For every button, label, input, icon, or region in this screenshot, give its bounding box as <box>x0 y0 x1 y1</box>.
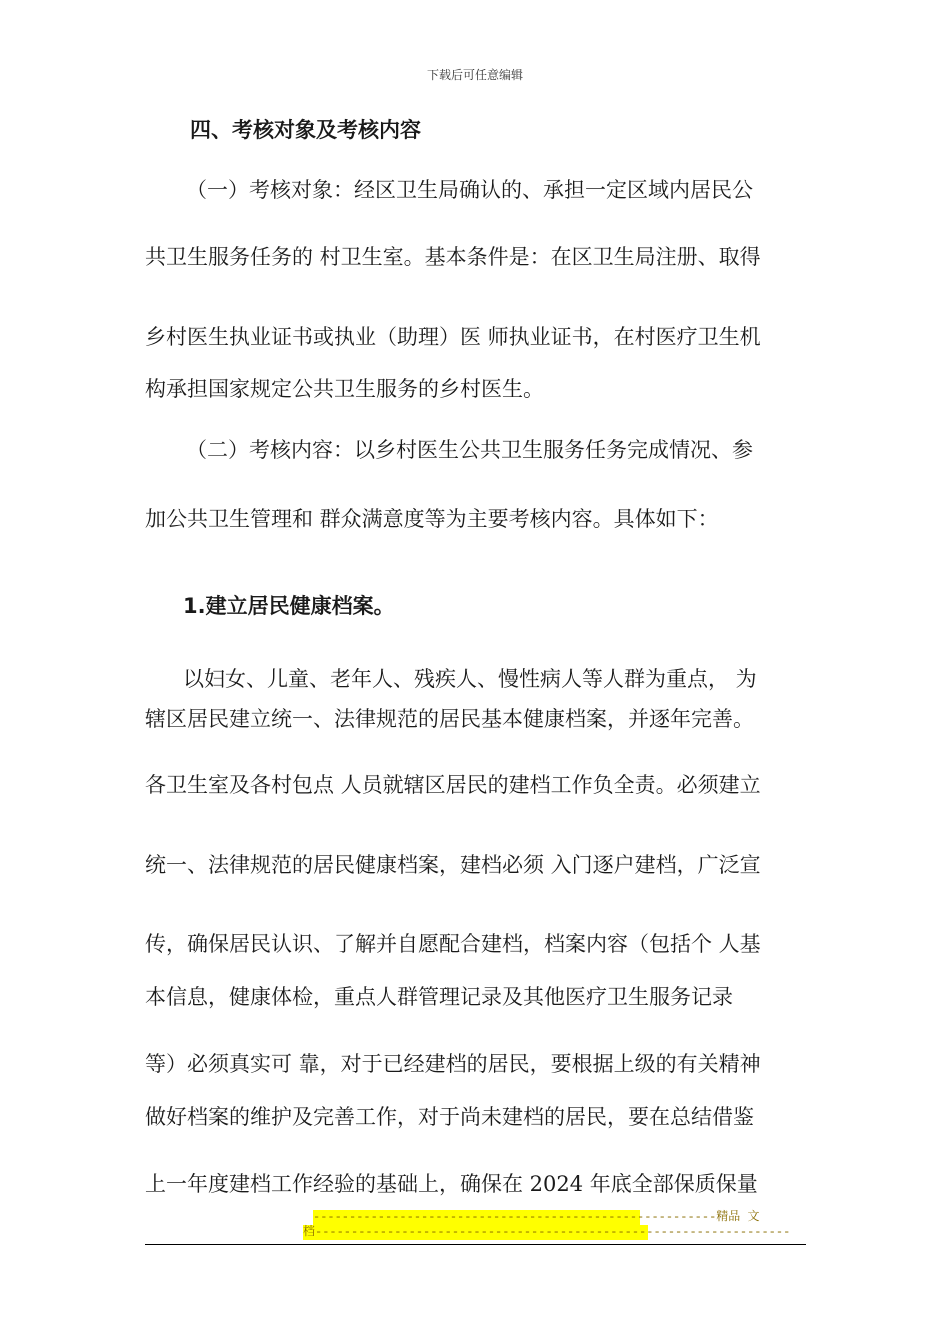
footer-banner <box>303 1210 791 1240</box>
page-header-note: 下载后可任意编辑 <box>426 68 523 82</box>
paragraph-line: 传，确保居民认识、了解并自愿配合建档，档案内容（包括个 人基 <box>145 932 761 956</box>
paragraph-line: （二）考核内容：以乡村医生公共卫生服务任务完成情况、参 <box>186 438 753 462</box>
paragraph-line: 本信息，健康体检，重点人群管理记录及其他医疗卫生服务记录 <box>145 985 733 1009</box>
paragraph-line: （一）考核对象：经区卫生局确认的、承担一定区域内居民公 <box>186 178 753 202</box>
paragraph-line: 统一、法律规范的居民健康档案，建档必须 入门逐户建档，广泛宣 <box>145 853 761 877</box>
paragraph-line: 乡村医生执业证书或执业（助理）医 师执业证书，在村医疗卫生机 <box>145 325 761 349</box>
paragraph-line: 上一年度建档工作经验的基础上，确保在 2024 年底全部保质保量 <box>145 1172 758 1196</box>
footer-banner-line: 档------------------------------------------------------------------ <box>303 1225 791 1239</box>
paragraph-line: 共卫生服务任务的 村卫生室。基本条件是：在区卫生局注册、取得 <box>145 245 761 269</box>
paragraph-line: 做好档案的维护及完善工作，对于尚未建档的居民，要在总结借鉴 <box>145 1105 754 1129</box>
section-heading: 四、考核对象及考核内容 <box>190 118 421 142</box>
footer-banner-line: --------------------------------------------------------精品 文 <box>313 1210 760 1224</box>
footer-divider <box>145 1244 806 1245</box>
paragraph-line: 等）必须真实可 靠，对于已经建档的居民，要根据上级的有关精神 <box>145 1052 761 1076</box>
paragraph-line: 构承担国家规定公共卫生服务的乡村医生。 <box>145 377 544 401</box>
subsection-heading: 1.建立居民健康档案。 <box>183 594 395 618</box>
paragraph-line: 各卫生室及各村包点 人员就辖区居民的建档工作负全责。必须建立 <box>145 773 761 797</box>
paragraph-line: 加公共卫生管理和 群众满意度等为主要考核内容。具体如下： <box>145 507 719 531</box>
paragraph-line: 辖区居民建立统一、法律规范的居民基本健康档案，并逐年完善。 <box>145 707 754 731</box>
paragraph-line: 以妇女、儿童、老年人、残疾人、慢性病人等人群为重点， 为 <box>183 667 757 691</box>
